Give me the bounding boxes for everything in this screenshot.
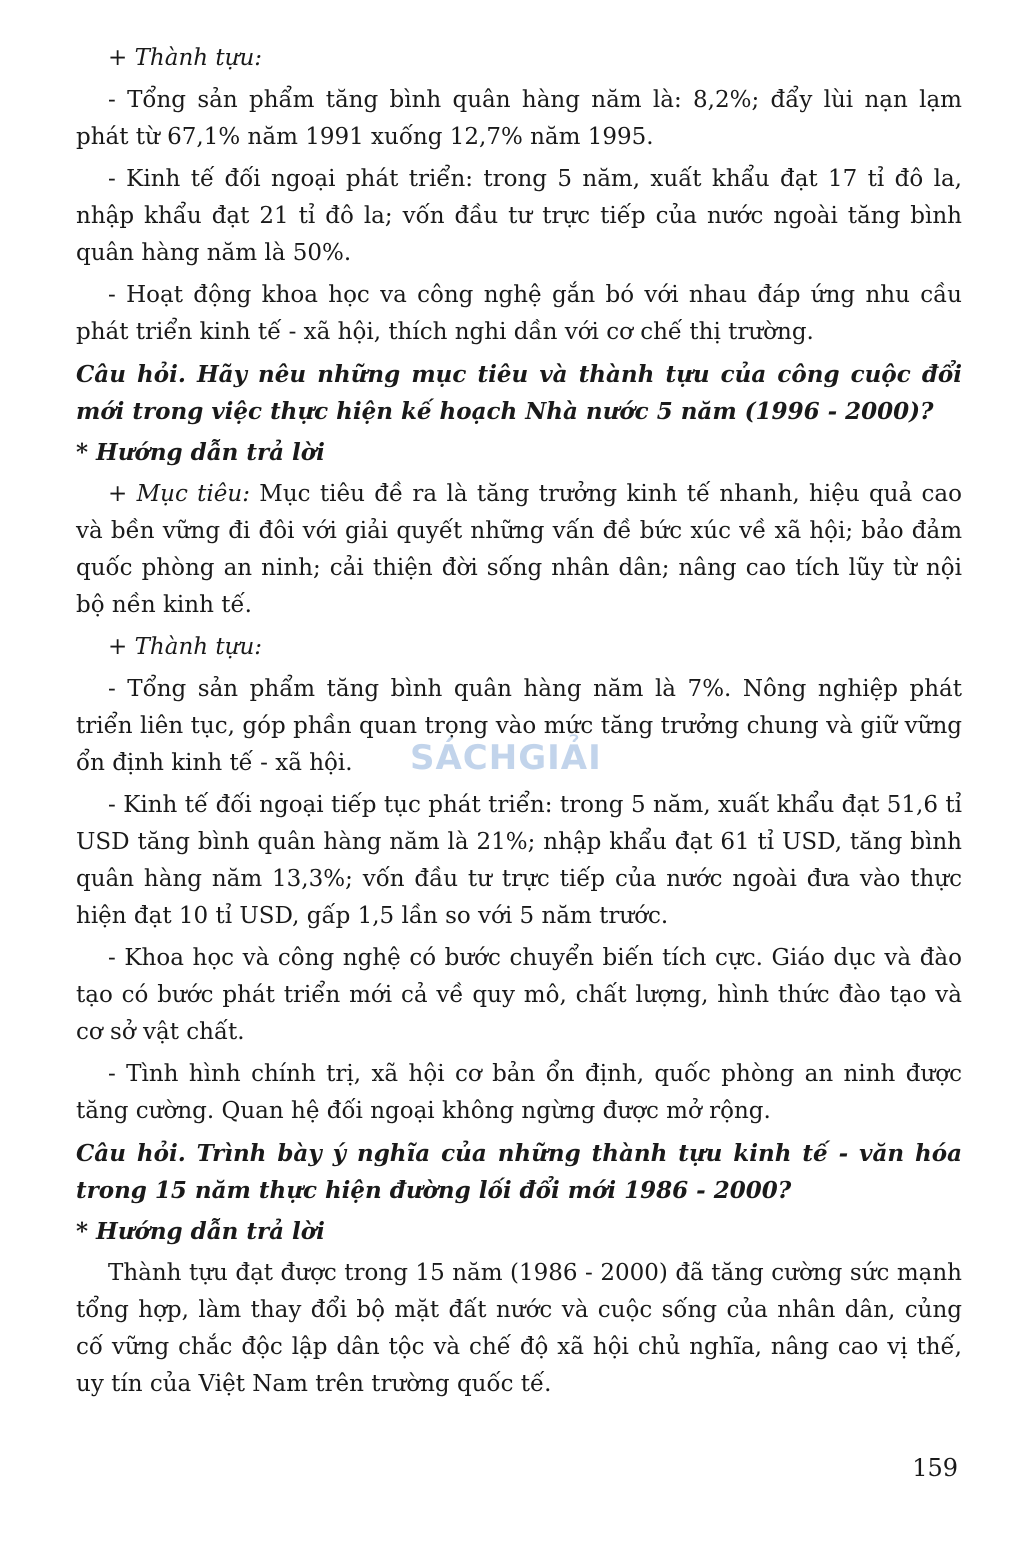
page-number: 159 <box>912 1454 958 1482</box>
achievement-item: - Tổng sản phẩm tăng bình quân hàng năm là 7%. Nông nghiệp phát triển liên tục, góp phần quan trọng vào mức tăng trưởng chung và giữ vững ổn định kinh tế - xã hội. <box>76 676 962 776</box>
achievement-item: - Khoa học và công nghệ có bước chuyển biến tích cực. Giáo dục và đào tạo có bước phát triển mới cả về quy mô, chất lượng, hình thức đào tạo và cơ sở vật chất. <box>76 945 962 1045</box>
answer-guide-heading: * Hướng dẫn trả lời <box>76 1218 325 1245</box>
goal-paragraph <box>76 476 962 624</box>
goal-label: + Mục tiêu: <box>108 481 250 507</box>
answer-paragraph: Thành tựu đạt được trong 15 năm (1986 - 2000) đã tăng cường sức mạnh tổng hợp, làm thay đổi bộ mặt đất nước và cuộc sống của nhân dân, củng cố vững chắc độc lập dân tộc và chế độ xã hội chủ nghĩa, nâng cao vị thế, uy tín của Việt Nam trên trường quốc tế. <box>76 1260 962 1397</box>
goal-text: Mục tiêu đề ra là tăng trưởng kinh tế nhanh, hiệu quả cao và bền vững đi đôi với giải quyết những vấn đề bức xúc về xã hội; bảo đảm quốc phòng an ninh; cải thiện đời sống nhân dân; nâng cao tích lũy từ nội bộ nền kinh tế. <box>76 481 962 618</box>
watermark-logo: SÁCHGIẢI <box>410 738 602 778</box>
question-heading: Câu hỏi. Trình bày ý nghĩa của những thành tựu kinh tế - văn hóa trong 15 năm thực hiện đường lối đổi mới 1986 - 2000? <box>76 1140 962 1204</box>
answer-guide-heading: * Hướng dẫn trả lời <box>76 439 325 466</box>
achievement-item: - Kinh tế đối ngoại phát triển: trong 5 năm, xuất khẩu đạt 17 tỉ đô la, nhập khẩu đạt 21 tỉ đô la; vốn đầu tư trực tiếp của nước ngoài tăng bình quân hàng năm là 50%. <box>76 166 962 266</box>
achievement-item: - Kinh tế đối ngoại tiếp tục phát triển: trong 5 năm, xuất khẩu đạt 51,6 tỉ USD tăng bình quân hàng năm là 21%; nhập khẩu đạt 61 tỉ USD, tăng bình quân hàng năm 13,3%; vốn đầu tư trực tiếp của nước ngoài đưa vào thực hiện đạt 10 tỉ USD, gấp 1,5 lần so với 5 năm trước. <box>76 792 962 929</box>
achievement-item: - Tổng sản phẩm tăng bình quân hàng năm là: 8,2%; đẩy lùi nạn lạm phát từ 67,1% năm 1991 xuống 12,7% năm 1995. <box>76 87 962 150</box>
achievements-label: + Thành tựu: <box>108 634 263 660</box>
achievement-item: - Tình hình chính trị, xã hội cơ bản ổn định, quốc phòng an ninh được tăng cường. Quan hệ đối ngoại không ngừng được mở rộng. <box>76 1061 962 1124</box>
achievements-label: + Thành tựu: <box>108 45 263 71</box>
page-content <box>76 40 962 1408</box>
achievement-item: - Hoạt động khoa học va công nghệ gắn bó với nhau đáp ứng nhu cầu phát triển kinh tế - xã hội, thích nghi dần với cơ chế thị trường. <box>76 282 962 345</box>
question-heading: Câu hỏi. Hãy nêu những mục tiêu và thành tựu của công cuộc đổi mới trong việc thực hiện kế hoạch Nhà nước 5 năm (1996 - 2000)? <box>76 361 962 425</box>
